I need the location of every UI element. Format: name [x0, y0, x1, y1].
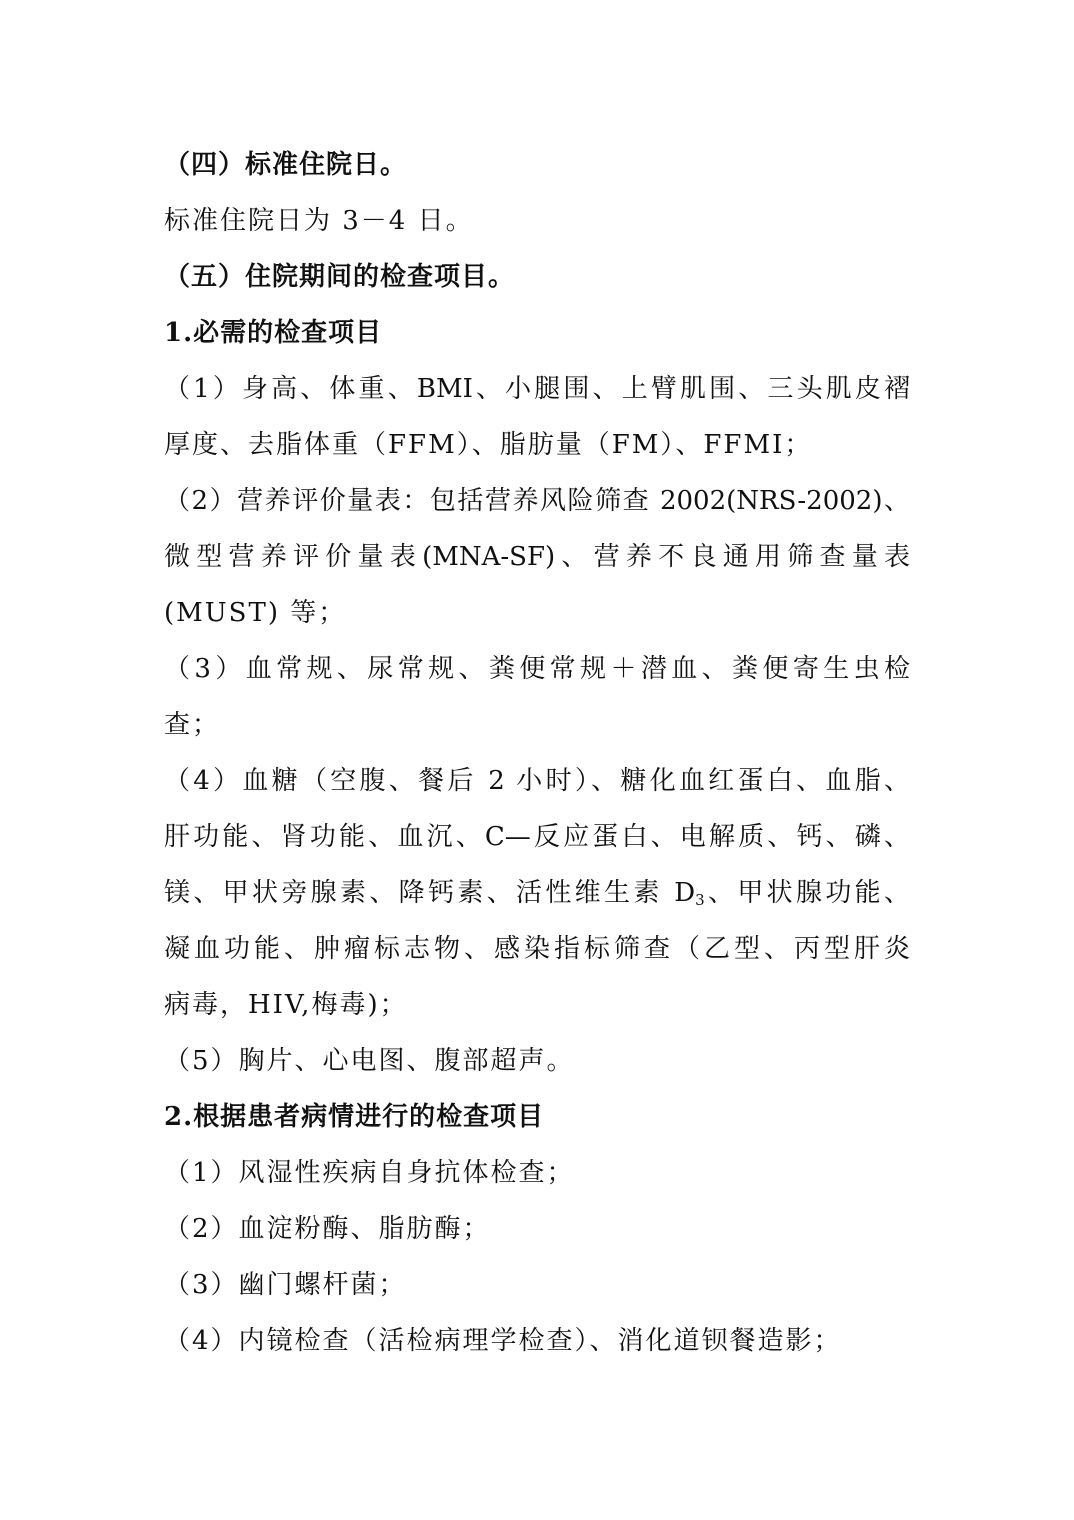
required-item-4-line-1: （4）血糖（空腹、餐后 2 小时）、糖化血红蛋白、血脂、: [164, 766, 910, 796]
paragraph-standard-stay: 标准住院日为 3－4 日。: [164, 206, 474, 236]
required-item-4-line-4: 凝血功能、肿瘤标志物、感染指标筛查（乙型、丙型肝炎: [164, 934, 910, 964]
conditional-item-2: （2）血淀粉酶、脂肪酶；: [164, 1214, 491, 1244]
conditional-item-4: （4）内镜检查（活检病理学检查）、消化道钡餐造影；: [164, 1326, 842, 1356]
conditional-item-1: （1）风湿性疾病自身抗体检查；: [164, 1158, 575, 1188]
required-item-3-line-1: （3）血常规、尿常规、粪便常规＋潜血、粪便寄生虫检: [164, 654, 910, 684]
required-item-3-line-2: 查；: [164, 710, 221, 740]
subheading-required-exams: 1.必需的检查项目: [164, 318, 383, 348]
required-item-1-line-2: 厚度、去脂体重（FFM）、脂肪量（FM）、FFMI；: [164, 430, 813, 460]
subheading-conditional-exams: 2.根据患者病情进行的检查项目: [164, 1102, 545, 1132]
required-item-2-line-2: 微型营养评价量表(MNA-SF)、营养不良通用筛查量表: [164, 542, 910, 572]
required-item-4-line-5: 病毒，HIV,梅毒)；: [164, 990, 408, 1020]
required-item-5: （5）胸片、心电图、腹部超声。: [164, 1046, 575, 1076]
required-item-4-line-3-text-b: 、甲状腺功能、: [704, 878, 910, 908]
vitamin-d-subscript: 3: [695, 891, 705, 909]
required-item-2-line-3: (MUST) 等；: [164, 598, 347, 628]
required-item-4-line-3: [164, 878, 910, 915]
section-heading-standard-stay: （四）标准住院日。: [164, 150, 408, 180]
required-item-4-line-3-text-a: 镁、甲状旁腺素、降钙素、活性维生素 D: [164, 878, 696, 908]
required-item-1-line-1: （1）身高、体重、BMI、小腿围、上臂肌围、三头肌皮褶: [164, 374, 910, 404]
section-heading-exam-items: （五）住院期间的检查项目。: [164, 262, 516, 292]
required-item-4-line-2: 肝功能、肾功能、血沉、C—反应蛋白、电解质、钙、磷、: [164, 822, 910, 852]
conditional-item-3: （3）幽门螺杆菌；: [164, 1270, 407, 1300]
required-item-2-line-1: （2）营养评价量表：包括营养风险筛查 2002(NRS-2002)、: [164, 486, 910, 516]
